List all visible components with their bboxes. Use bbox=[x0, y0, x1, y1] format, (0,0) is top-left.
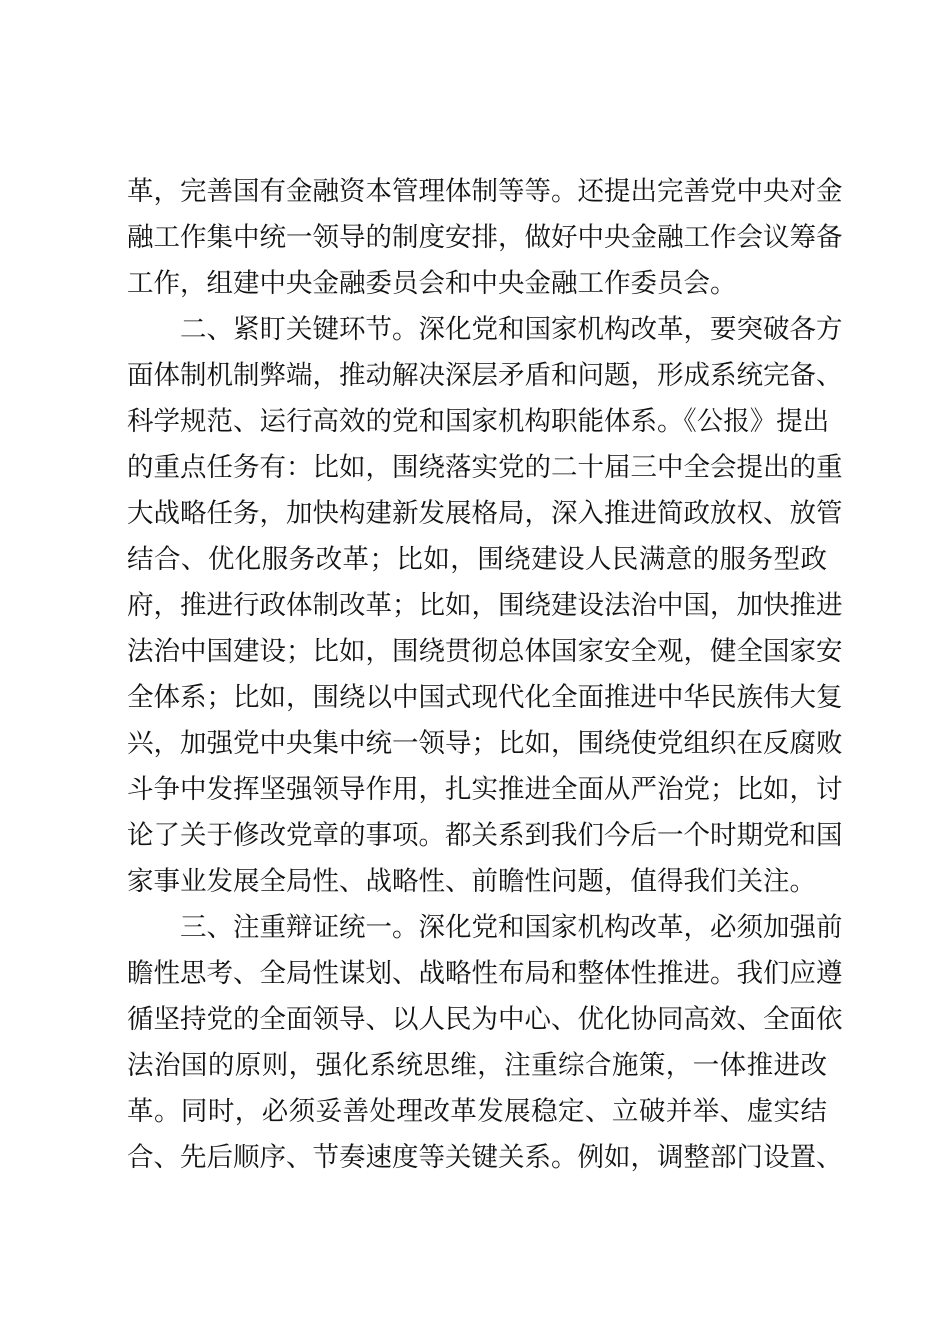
text-line: 瞻性思考、全局性谋划、战略性布局和整体性推进。我们应遵 bbox=[127, 958, 843, 989]
text-line: 革，完善国有金融资本管理体制等等。还提出完善党中央对金 bbox=[127, 176, 843, 207]
text-line: 革。同时，必须妥善处理改革发展稳定、立破并举、虚实结 bbox=[127, 1096, 827, 1127]
section-3-heading-line: 三、注重辩证统一。深化党和国家机构改革，必须加强前 bbox=[180, 912, 843, 943]
text-line: 兴，加强党中央集中统一领导；比如，围绕使党组织在反腐败 bbox=[127, 728, 843, 759]
section-2-heading-line: 二、紧盯关键环节。深化党和国家机构改革，要突破各方 bbox=[180, 314, 843, 345]
text-line: 法治国的原则，强化系统思维，注重综合施策，一体推进改 bbox=[127, 1050, 827, 1081]
text-line: 融工作集中统一领导的制度安排，做好中央金融工作会议筹备 bbox=[127, 222, 843, 253]
text-line: 科学规范、运行高效的党和国家机构职能体系。《公报》提出 bbox=[127, 406, 830, 437]
text-line: 大战略任务，加快构建新发展格局，深入推进简政放权、放管 bbox=[127, 498, 843, 529]
text-line: 全体系；比如，围绕以中国式现代化全面推进中华民族伟大复 bbox=[127, 682, 843, 713]
text-line: 工作，组建中央金融委员会和中央金融工作委员会。 bbox=[127, 268, 737, 299]
body-text bbox=[127, 169, 843, 1181]
text-line: 面体制机制弊端，推动解决深层矛盾和问题，形成系统完备、 bbox=[127, 360, 843, 391]
text-line: 结合、优化服务改革；比如，围绕建设人民满意的服务型政 bbox=[127, 544, 827, 575]
text-line: 法治中国建设；比如，围绕贯彻总体国家安全观，健全国家安 bbox=[127, 636, 843, 667]
text-line: 斗争中发挥坚强领导作用，扎实推进全面从严治党；比如，讨 bbox=[127, 774, 843, 805]
text-line: 循坚持党的全面领导、以人民为中心、优化协同高效、全面依 bbox=[127, 1004, 843, 1035]
text-line: 家事业发展全局性、战略性、前瞻性问题，值得我们关注。 bbox=[127, 866, 816, 897]
text-line: 府，推进行政体制改革；比如，围绕建设法治中国，加快推进 bbox=[127, 590, 843, 621]
text-line: 合、先后顺序、节奏速度等关键关系。例如，调整部门设置、 bbox=[127, 1142, 843, 1173]
text-line: 论了关于修改党章的事项。都关系到我们今后一个时期党和国 bbox=[127, 820, 843, 851]
text-line: 的重点任务有：比如，围绕落实党的二十届三中全会提出的重 bbox=[127, 452, 843, 483]
